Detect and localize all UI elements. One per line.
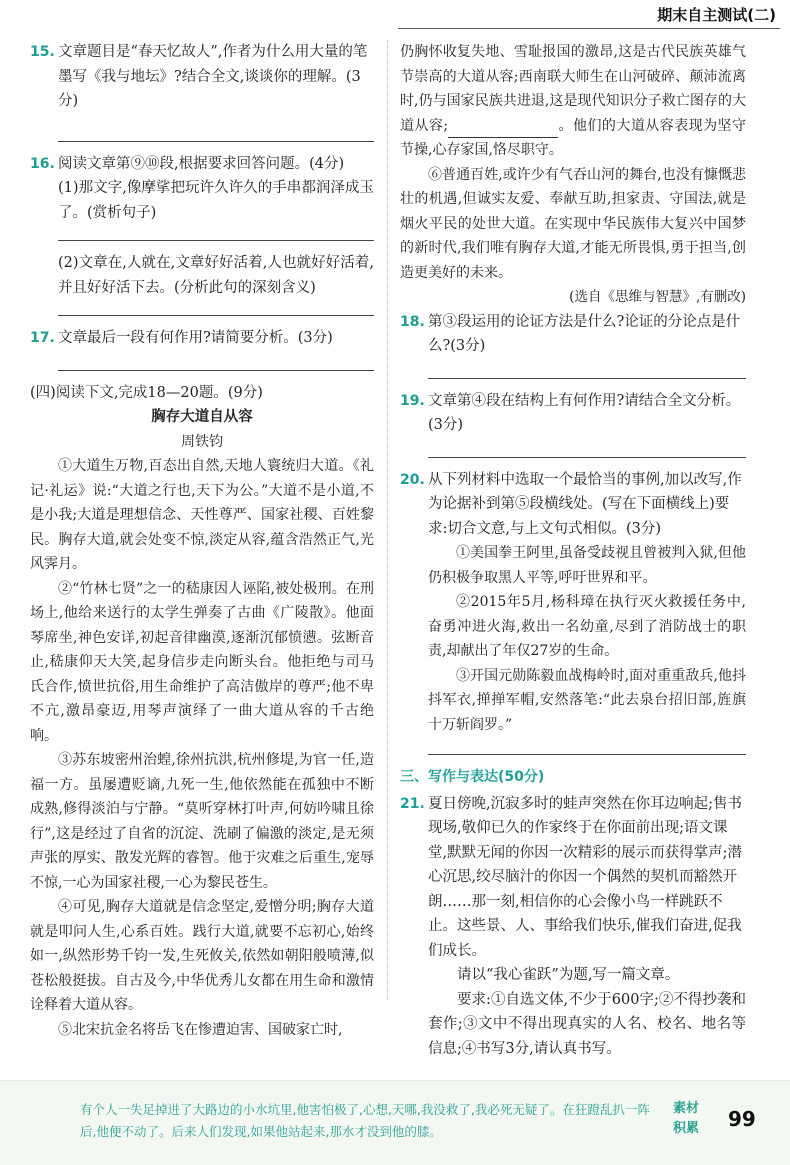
question-text: 文章第④段在结构上有何作用?请结合全文分析。(3分) <box>428 392 741 433</box>
footer-label-line-2: 积累 <box>672 1121 699 1136</box>
question-16-sub1: (1)那文字,像摩挲把玩许久许久的手串都润泽成玉了。(赏析句子) <box>58 180 374 221</box>
section-4-heading: (四)阅读下文,完成18—20题。(9分) <box>30 384 263 401</box>
question-text: 文章题目是“春天忆故人”,作者为什么用大量的笔墨写《我与地坛》?结合全文,谈谈你的理解。(3分) <box>58 44 368 109</box>
question-19 <box>400 389 746 438</box>
question-16 <box>30 152 374 177</box>
question-15 <box>30 40 374 114</box>
answer-line[interactable] <box>58 225 374 241</box>
question-text: 阅读文章第⑨⑩段,根据要求回答问题。(4分) <box>58 155 345 172</box>
footer-label-line-1: 素材 <box>672 1101 699 1116</box>
section-3-heading: 三、写作与表达(50分) <box>400 769 545 785</box>
question-number: 17. <box>30 330 55 346</box>
question-21 <box>400 792 746 964</box>
writing-prompt: 请以“我心雀跃”为题,写一篇文章。 <box>457 967 680 983</box>
page-header-title: 期末自主测试(二) <box>657 6 776 24</box>
material-1: ①美国拳王阿里,虽备受歧视且曾被判入狱,但他仍积极争取黑人平等,呼吁世界和平。 <box>428 545 746 586</box>
article-source: (选自《思维与智慧》,有删改) <box>569 289 746 305</box>
question-number: 19. <box>400 392 425 409</box>
footer-label <box>668 1099 704 1139</box>
footer-material-text: 有个人一失足掉进了大路边的小水坑里,他害怕极了,心想,天哪,我没救了,我必死无疑了。在狂蹬乱扒一阵后,他便不动了。后来人们发现,如果他站起来,那水才没到他的膝。 <box>80 1102 650 1139</box>
question-text: 文章最后一段有何作用?请简要分析。(3分) <box>58 330 333 346</box>
answer-line[interactable] <box>428 442 746 458</box>
question-number: 20. <box>400 471 425 488</box>
left-column <box>30 40 374 1042</box>
article-author: 周铁钧 <box>181 433 223 450</box>
page-number: 99 <box>728 1107 756 1131</box>
article-paragraph-5-continued <box>400 40 746 163</box>
question-number: 18. <box>400 313 425 330</box>
question-17 <box>30 326 374 351</box>
column-divider <box>387 40 388 1000</box>
question-number: 15. <box>30 44 55 60</box>
material-3: ③开国元勋陈毅血战梅岭时,面对重重敌兵,他抖抖军衣,掸掸军帽,安然落笔:“此去泉台招旧部,旌旗十万斩阎罗。” <box>428 667 746 733</box>
question-16-sub2: (2)文章在,人就在,文章好好活着,人也就好好活着,并且好好活下去。(分析此句的深刻含义) <box>58 255 374 296</box>
header-rule <box>398 28 780 29</box>
question-number: 21. <box>400 795 425 812</box>
article-paragraph-5: ⑤北宋抗金名将岳飞在惨遭迫害、国破家亡时, <box>58 1021 343 1038</box>
answer-line[interactable] <box>428 739 746 755</box>
question-18 <box>400 310 746 359</box>
article-paragraph-3: ③苏东坡密州治蝗,徐州抗洪,杭州修堤,为官一任,造福一方。虽屡遭贬谪,九死一生,他依然能在孤独中不断成熟,修得淡泊与宁静。“莫听穿林打叶声,何妨吟啸且徐行”,这是经过了自省的沉淀、洗刷了偏激的淡定,是无须声张的厚实、散发光辉的睿智。他于灾难之后重生,宠辱不惊,一心为国家社稷,一心为黎民苍生。 <box>30 752 374 891</box>
article-paragraph-6: ⑥普通百姓,或许少有气吞山河的舞台,也没有慷慨悲壮的机遇,但诚实友爱、奉献互助,担家责、守国法,就是烟火平民的处世大道。在实现中华民族伟大复兴中国梦的新时代,我们唯有胸存大道,才能无所畏惧,勇于担当,创造更美好的未来。 <box>400 166 746 281</box>
article-paragraph-2: ②“竹林七贤”之一的嵇康因人诬陷,被处极刑。在刑场上,他给来送行的太学生弹奏了古曲《广陵散》。他面琴席坐,神色安详,初起音律幽漠,逐渐沉郁愤懑。弦断音止,嵇康仰天大笑,起身信步走向断头台。他拒绝与司马氏合作,愤世抗俗,用生命维护了高洁傲岸的尊严;他不卑不亢,激昂豪迈,用琴声演绎了一曲大道从容的千古绝响。 <box>30 580 374 744</box>
writing-requirements: 要求:①自选文体,不少于600字;②不得抄袭和套作;③文中不得出现真实的人名、校名、地名等信息;④书写3分,请认真书写。 <box>428 991 746 1057</box>
article-paragraph-1: ①大道生万物,百态出自然,天地人寰统归大道。《礼记·礼运》说:“大道之行也,天下为公。”大道不是小道,不是小我;大道是理想信念、天性尊严、国家社稷、百姓黎民。胸存大道,就会处变不惊,淡定从容,蕴含浩然正气,光风霁月。 <box>30 458 374 572</box>
fill-in-blank[interactable] <box>448 124 558 138</box>
answer-line[interactable] <box>58 355 374 371</box>
question-20 <box>400 468 746 542</box>
paragraph-5-text-a: 仍胸怀收复失地、雪耻报国的激昂,这是古代民族英雄气节崇高的大道从容;西南联大师生在山河破碎、颠沛流离时,仍与国家民族共进退,这是现代知识分子救亡图存的大道从容; <box>400 44 746 134</box>
article-paragraph-4: ④可见,胸存大道就是信念坚定,爱憎分明;胸存大道就是叩问人生,心系百姓。践行大道,就要不忘初心,始终如一,纵然形势千钧一发,生死攸关,依然如朝阳般喷薄,似苍松般挺拔。自古及今,中华优秀儿女都在用生命和激情诠释着大道从容。 <box>30 899 374 1013</box>
material-2: ②2015年5月,杨科璋在执行灭火救援任务中,奋勇冲进火海,救出一名幼童,尽到了消防战士的职责,却献出了年仅27岁的生命。 <box>428 594 746 659</box>
footer-bar <box>0 1080 790 1165</box>
answer-line[interactable] <box>428 363 746 379</box>
right-column <box>400 40 746 1061</box>
article-title: 胸存大道自从容 <box>151 409 253 425</box>
question-number: 16. <box>30 155 55 172</box>
question-text: 夏日傍晚,沉寂多时的蛙声突然在你耳边响起;售书现场,敬仰已久的作家终于在你面前出现;语文课堂,默默无闻的你因一次精彩的展示而获得掌声;潜心沉思,绞尽脑汁的你因一个偶然的契机而豁然开朗……那一刻,相信你的心会像小鸟一样跳跃不止。这些景、人、事给我们快乐,催我们奋进,促我们成长。 <box>428 795 742 959</box>
question-text: 第③段运用的论证方法是什么?论证的分论点是什么?(3分) <box>428 313 741 354</box>
answer-line[interactable] <box>58 300 374 316</box>
paragraph-5-text-b: 。他们的大道从容表现为坚守节操,心存家国,恪尽职守。 <box>400 117 747 158</box>
question-text: 从下列材料中选取一个最恰当的事例,加以改写,作为论据补到第⑤段横线处。(写在下面横线上)要求:切合文意,与上文句式相似。(3分) <box>428 471 742 537</box>
answer-line[interactable] <box>58 126 374 142</box>
